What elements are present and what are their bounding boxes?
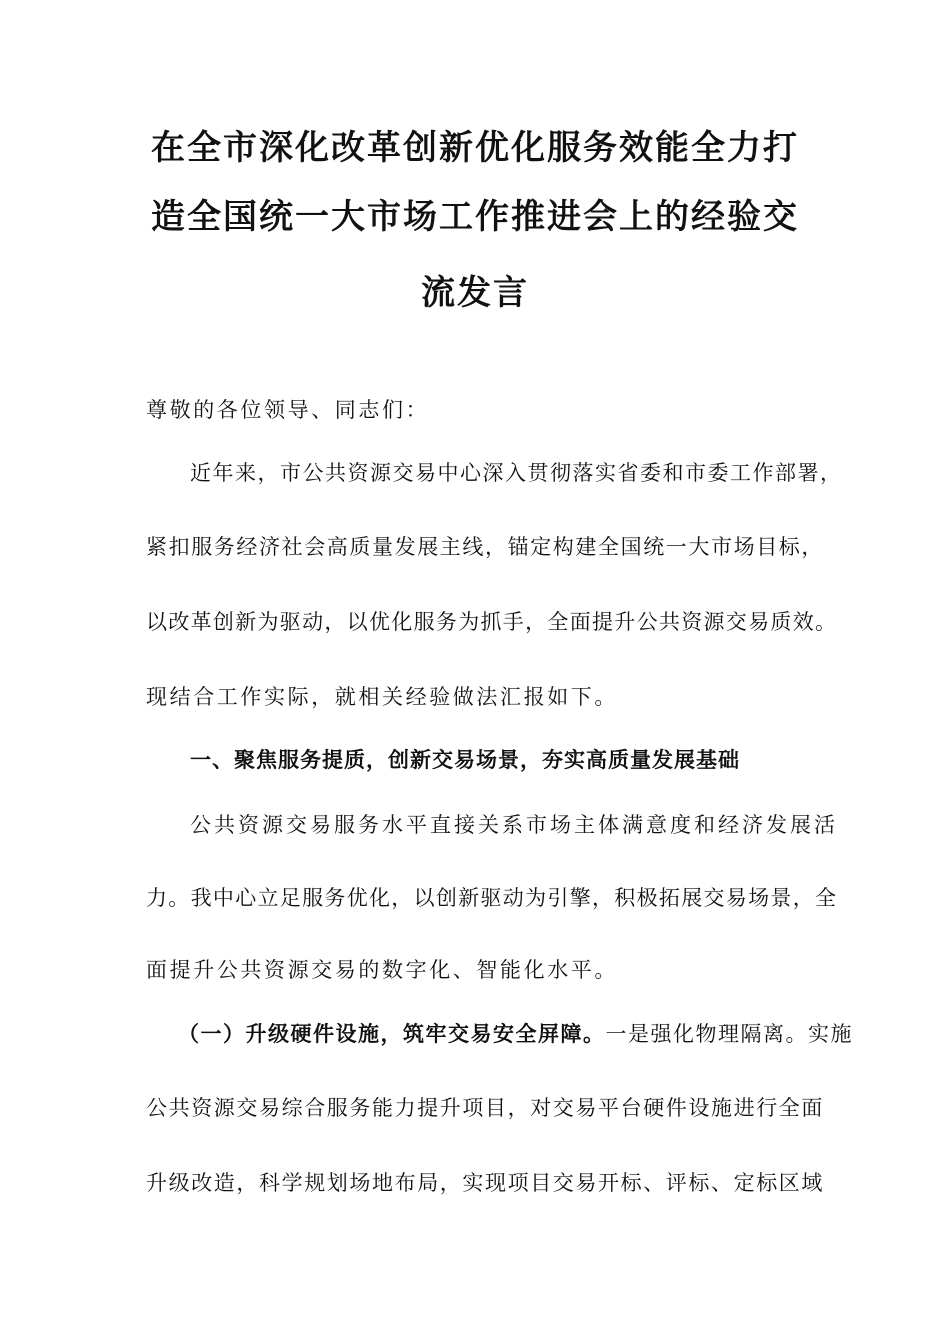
intro-line-1: 近年来，市公共资源交易中心深入贯彻落实省委和市委工作部署， <box>190 461 843 485</box>
subsection-1-line-2: 公共资源交易综合服务能力提升项目，对交易平台硬件设施进行全面 <box>146 1096 824 1120</box>
salutation: 尊敬的各位领导、同志们： <box>146 398 430 422</box>
title-line-3: 流发言 <box>421 273 529 313</box>
intro-line-2: 紧扣服务经济社会高质量发展主线，锚定构建全国统一大市场目标， <box>146 535 824 559</box>
intro-line-4: 现结合工作实际，就相关经验做法汇报如下。 <box>146 685 618 709</box>
intro-line-3: 以改革创新为驱动，以优化服务为抓手，全面提升公共资源交易质效。 <box>146 610 838 634</box>
title-line-2: 造全国统一大市场工作推进会上的经验交 <box>151 197 799 237</box>
section-1-line-1: 公共资源交易服务水平直接关系市场主体满意度和经济发展活 <box>190 813 838 837</box>
subsection-1-heading: （一）升级硬件设施，筑牢交易安全屏障。 <box>178 1021 606 1046</box>
section-1-line-2: 力。我中心立足服务优化，以创新驱动为引擎，积极拓展交易场景，全 <box>146 886 838 910</box>
section-1-line-3: 面提升公共资源交易的数字化、智能化水平。 <box>146 958 618 982</box>
title-line-1: 在全市深化改革创新优化服务效能全力打 <box>151 128 799 168</box>
section-1-heading: 一、聚焦服务提质，创新交易场景，夯实高质量发展基础 <box>190 747 740 772</box>
subsection-1-line-1 <box>178 1020 853 1048</box>
subsection-1-line-3: 升级改造，科学规划场地布局，实现项目交易开标、评标、定标区域 <box>146 1171 824 1195</box>
subsection-1-text: 一是强化物理隔离。实施 <box>605 1022 853 1046</box>
